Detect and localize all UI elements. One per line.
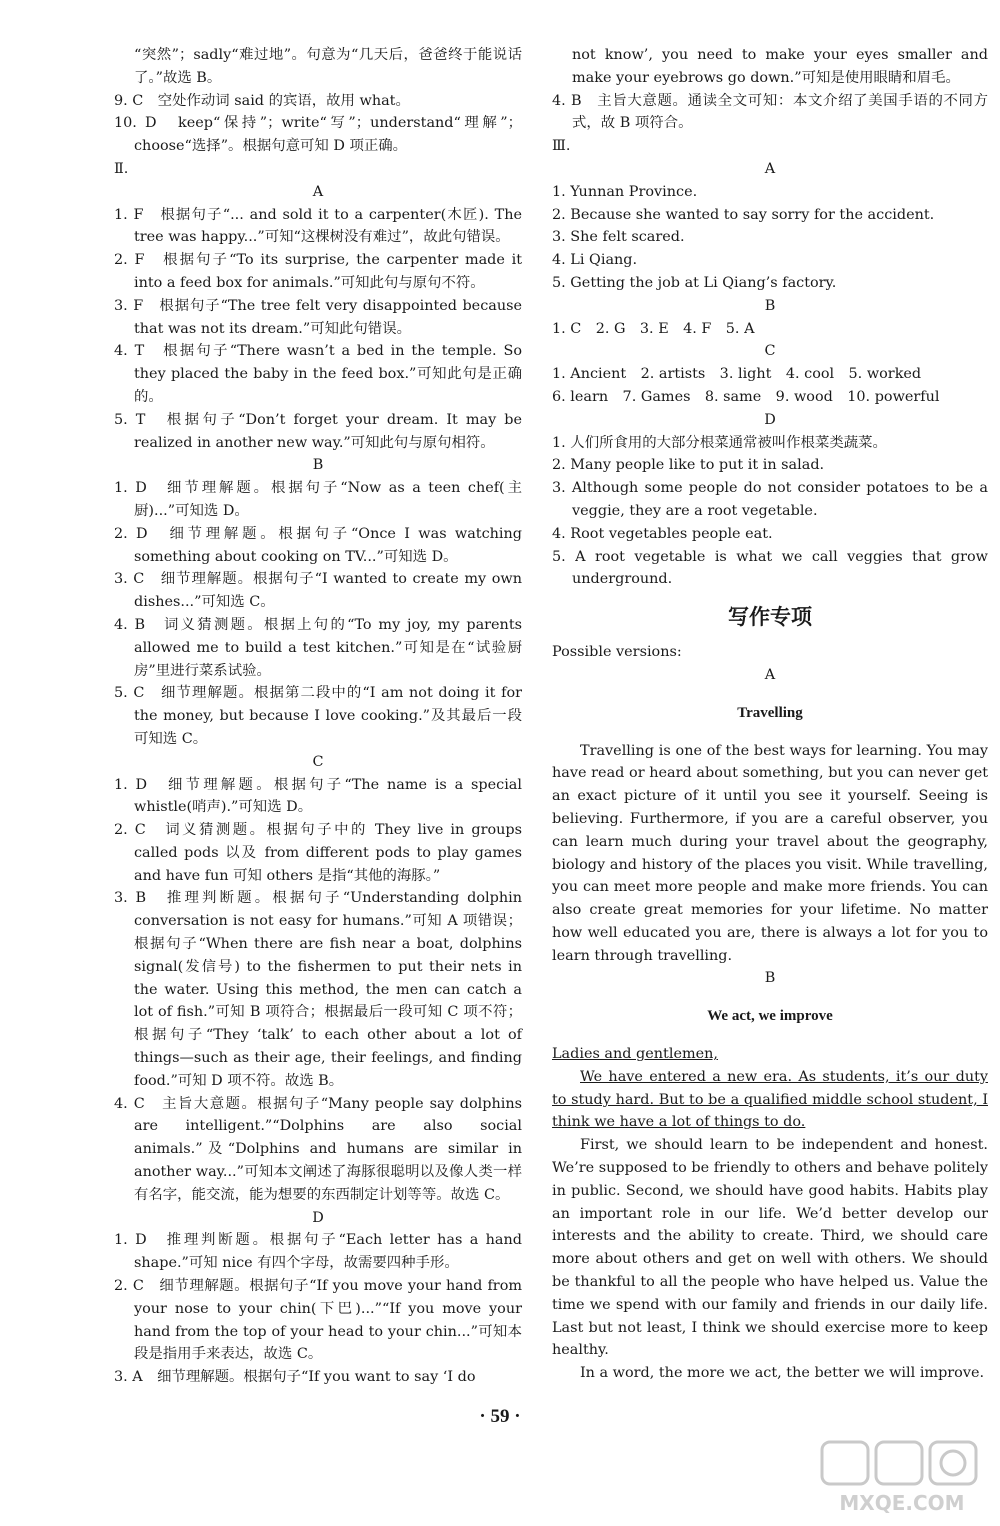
answer-line: 1. 人们所食用的大部分根菜通常被叫作根菜类蔬菜。	[552, 434, 887, 451]
answer-line: 2. Because she wanted to say sorry for the accident.	[552, 206, 935, 223]
answer-line: “突然”；sadly“难过地”。句意为“几天后，爸爸终于能说话了。”故选 B。	[134, 47, 522, 86]
answer-line: D	[312, 1209, 324, 1226]
answer-line: 3. F 根据句子“The tree felt very disappointed because that was not its dream.”可知此句错误。	[114, 297, 522, 337]
essay-a-title: Travelling	[737, 704, 803, 721]
answer-line: 2. F 根据句子“To its surprise, the carpenter made it into a feed box for animals.”可知此句与原句不符。	[114, 252, 522, 291]
essay-b-paragraph-1: We have entered a new era. As students, it’s our duty to study hard. But to be a qualified middle school student, I think we have a lot of things to do.	[552, 1068, 988, 1131]
answer-line: Ⅱ.	[114, 160, 129, 177]
essay-b-paragraph-2: First, we should learn to be independent and honest. We’re supposed to be friendly to others and behave politely in public. Second, we should have good habits. Habits play an important role in our life. We’d better develop our interests and the ability to create. Third, we should care more about others and get on well with others. We should be thankful to all the people who have helped us. Value the time we spend with our family and friends in our daily life. Last but not least, I think we should exercise more to keep healthy.	[552, 1137, 988, 1359]
answer-line: 4. Root vegetables people eat.	[552, 525, 773, 542]
essay-a-body: Travelling is one of the best ways for learning. You may have read or heard about something, but you can never get an exact picture of it until you see it yourself. Seeing is believing. Furthermore, if you are a careful observer, you can learn much during your travel about the geography, biology and history of the places you visit. While travelling, you can meet more people and make more friends. You can also create great memories for your lifetime. No matter how well educated you are, there is always a lot for you to learn through travelling.	[552, 742, 988, 964]
answer-line: 1. C 2. G 3. E 4. F 5. A	[552, 320, 755, 337]
answer-line: 3. B 推理判断题。根据句子“Understanding dolphin conversation is not easy for humans.”可知 A 项错误；根据句子“When there are fish near a boat, dolphins signal(发信号) to the fishermen to put their nets in the water. Using this method, the men can catch a lot of fish.”可知 B 项符合；根据最后一段可知 C 项不符；根据句子“They ‘talk’ to each other about a lot of things—such as their age, their feelings, and finding food.”可知 D 项不符。故选 B。	[114, 890, 522, 1089]
answer-line: 6. learn 7. Games 8. same 9. wood 10. powerful	[552, 388, 940, 405]
essay-b-label: B	[764, 970, 776, 987]
answer-line: C	[312, 753, 324, 770]
answer-line: 10. D keep“保持”；write“写”；understand“理解”；choose“选择”。根据句意可知 D 项正确。	[114, 115, 522, 155]
answer-line: 5. Getting the job at Li Qiang’s factory.	[552, 274, 837, 291]
answer-line: not know’, you need to make your eyes smaller and make your eyebrows go down.”可知是使用眼睛和眉毛。	[572, 47, 988, 86]
watermark-logo	[816, 1438, 988, 1518]
watermark-site: MXQE.COM	[839, 1491, 965, 1515]
answer-line: 3. C 细节理解题。根据句子“I wanted to create my own dishes...”可知选 C。	[114, 571, 522, 611]
right-column	[552, 44, 988, 1385]
answer-line: 2. C 词义猜测题。根据句子中的 They live in groups called pods 以及 from different pods to play games and have fun 可知 others 是指“其他的海豚。”	[114, 822, 522, 884]
answer-line: A	[312, 183, 324, 200]
answer-line: 3. She felt scared.	[552, 229, 685, 246]
essay-b-greeting: Ladies and gentlemen,	[552, 1046, 718, 1063]
answer-line: C	[764, 343, 776, 360]
answer-line: Ⅲ.	[552, 138, 571, 155]
essay-a-label: A	[764, 666, 776, 683]
answer-line: 5. C 细节理解题。根据第二段中的“I am not doing it for the money, but because I love cooking.”及其最后一段可知选 C。	[114, 685, 522, 747]
essay-b-paragraph-3: In a word, the more we act, the better we will improve.	[580, 1365, 985, 1382]
answer-line: 4. T 根据句子“There wasn’t a bed in the temple. So they placed the baby in the feed box.”可知此句是正确的。	[114, 343, 522, 405]
answer-line: B	[764, 297, 776, 314]
watermark-icon	[816, 1438, 988, 1518]
essay-b-title: We act, we improve	[707, 1008, 833, 1025]
answer-line: B	[312, 457, 324, 474]
answer-line: 3. A 细节理解题。根据句子“If you want to say ‘I do	[114, 1369, 476, 1386]
answer-line: 5. T 根据句子“Don’t forget your dream. It may be realized in another new way.”可知此句与原句相符。	[114, 411, 522, 451]
answer-line: 3. Although some people do not consider potatoes to be a veggie, they are a root vegetable.	[552, 480, 988, 519]
answer-line: 1. D 细节理解题。根据句子“Now as a teen chef(主厨)...”可知选 D。	[114, 480, 522, 519]
answer-line: 2. C 细节理解题。根据句子“If you move your hand from your nose to your chin(下巴)...”“If you move your hand from the top of your head to your chin...”可知本段是指用手来表达，故选 C。	[114, 1278, 522, 1363]
answer-line: D	[764, 411, 776, 428]
writing-section-title: 写作专项	[728, 605, 812, 630]
left-column	[114, 44, 522, 1389]
writing-intro: Possible versions:	[552, 644, 682, 661]
answer-line: 1. Ancient 2. artists 3. light 4. cool 5. worked	[552, 366, 922, 383]
answer-line: 4. C 主旨大意题。根据句子“Many people say dolphins are intelligent.”“Dolphins are also social animals.”及“Dolphins and humans are similar in another way...”可知本文阐述了海豚很聪明以及像人类一样有名字，能交流，能为想要的东西制定计划等等。故选 C。	[114, 1095, 522, 1203]
answer-line: 5. A root vegetable is what we call veggies that grow underground.	[552, 548, 988, 588]
answer-line: 2. D 细节理解题。根据句子“Once I was watching something about cooking on TV...”可知选 D。	[114, 525, 522, 565]
answer-line: 4. Li Qiang.	[552, 252, 638, 269]
right-answers	[552, 44, 988, 591]
answer-line: 2. Many people like to put it in salad.	[552, 457, 825, 474]
answer-line: 1. Yunnan Province.	[552, 183, 698, 200]
answer-line: 1. D 推理判断题。根据句子“Each letter has a hand shape.”可知 nice 有四个字母，故需要四种手形。	[114, 1232, 522, 1272]
answer-line: A	[764, 160, 776, 177]
answer-line: 4. B 词义猜测题。根据上句的“To my joy, my parents allowed me to build a test kitchen.”可知是在“试验厨房”里进行菜系试验。	[114, 616, 522, 679]
answer-line: 1. F 根据句子“... and sold it to a carpenter(木匠). The tree was happy...”可知“这棵树没有难过”，故此句错误。	[114, 206, 522, 246]
answer-line: 9. C 空处作动词 said 的宾语，故用 what。	[114, 92, 410, 109]
answer-line: 1. D 细节理解题。根据句子“The name is a special whistle(哨声).”可知选 D。	[114, 776, 522, 816]
page-number: · 59 ·	[479, 1406, 521, 1427]
answer-line: 4. B 主旨大意题。通读全文可知：本文介绍了美国手语的不同方式，故 B 项符合。	[552, 92, 988, 132]
